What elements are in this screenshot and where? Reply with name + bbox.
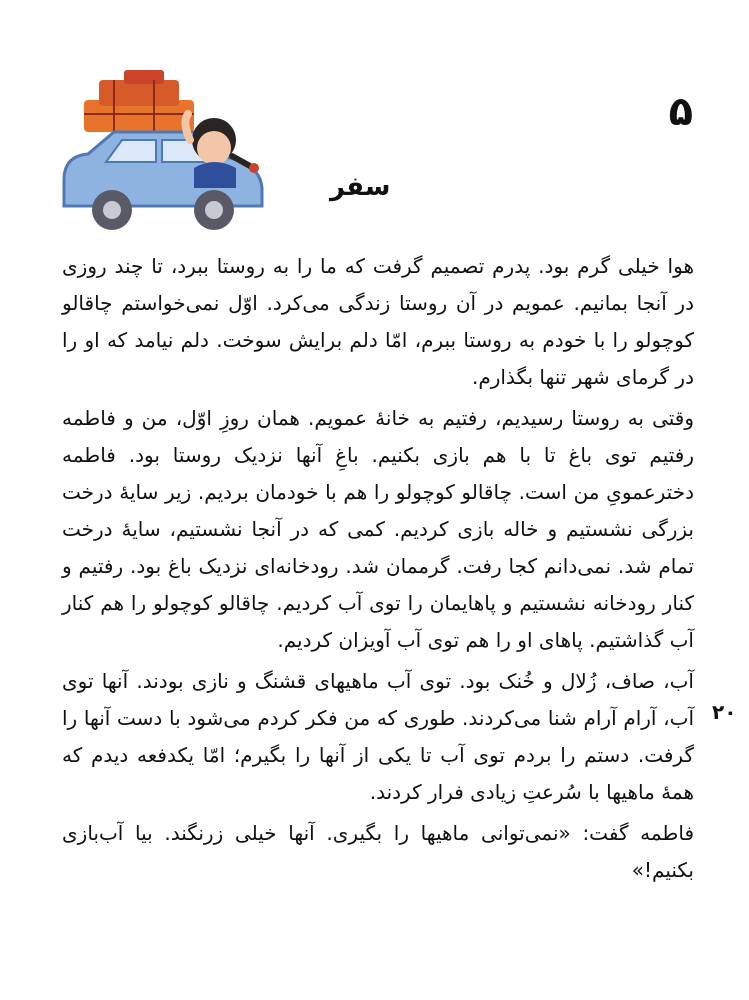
paragraph: فاطمه گفت: «نمی‌توانی ماهیها را بگیری. آنها خیلی زرنگند. بیا آب‌بازی بکنیم!»: [62, 821, 694, 882]
page-number: ۲۰: [712, 700, 737, 724]
paragraph: هوا خیلی گرم بود. پدرم تصمیم گرفت که ما را به روستا ببرد، تا چند روزی در آنجا بمانیم. عمویم در آن روستا زندگی می‌کرد. اوّل نمی‌خواستم چاقالو کوچولو را با خودم به روستا ببرم، امّا دلم برایش سوخت. دلم نیامد که او را در گرمای شهر تنها بگذارم.: [62, 254, 694, 389]
story-text: [62, 248, 694, 893]
car-with-luggage-girl-icon: [54, 70, 274, 240]
paragraph: وقتی به روستا رسیدیم، رفتیم به خانهٔ عمویم. همان روزِ اوّل، من و فاطمه رفتیم توی باغ تا با هم بازی بکنیم. باغِ آنها نزدیک روستا بود. فاطمه دخترعمویِ من است. چاقالو کوچولو را هم با خودمان بردیم. زیر سایهٔ درخت بزرگی نشستیم و خاله بازی کردیم. کمی که در آنجا نشستیم، سایهٔ درخت تمام شد. نمی‌دانم کجا رفت. گرممان شد. رودخانه‌ای نزدیک باغ بود. رفتیم و کنار رودخانه نشستیم و پاهایمان را توی آب کردیم. چاقالو کوچولو را هم کنار آب گذاشتیم. پاهای او را هم توی آب آویزان کردیم.: [62, 406, 694, 652]
lesson-title: سفر: [330, 172, 391, 202]
lesson-number: ۵: [668, 89, 693, 135]
paragraph: آب، صاف، زُلال و خُنک بود. توی آب ماهیهای قشنگ و نازی بودند. آنها توی آب، آرام آرام شنا می‌کردند. طوری که من فکر کردم می‌شود با دست آنها را گرفت. دستم را بردم توی آب تا یکی از آنها را بگیرم؛ امّا یکدفعه دیدم که همهٔ ماهیها با سُرعتِ زیادی فرار کردند.: [62, 669, 694, 804]
